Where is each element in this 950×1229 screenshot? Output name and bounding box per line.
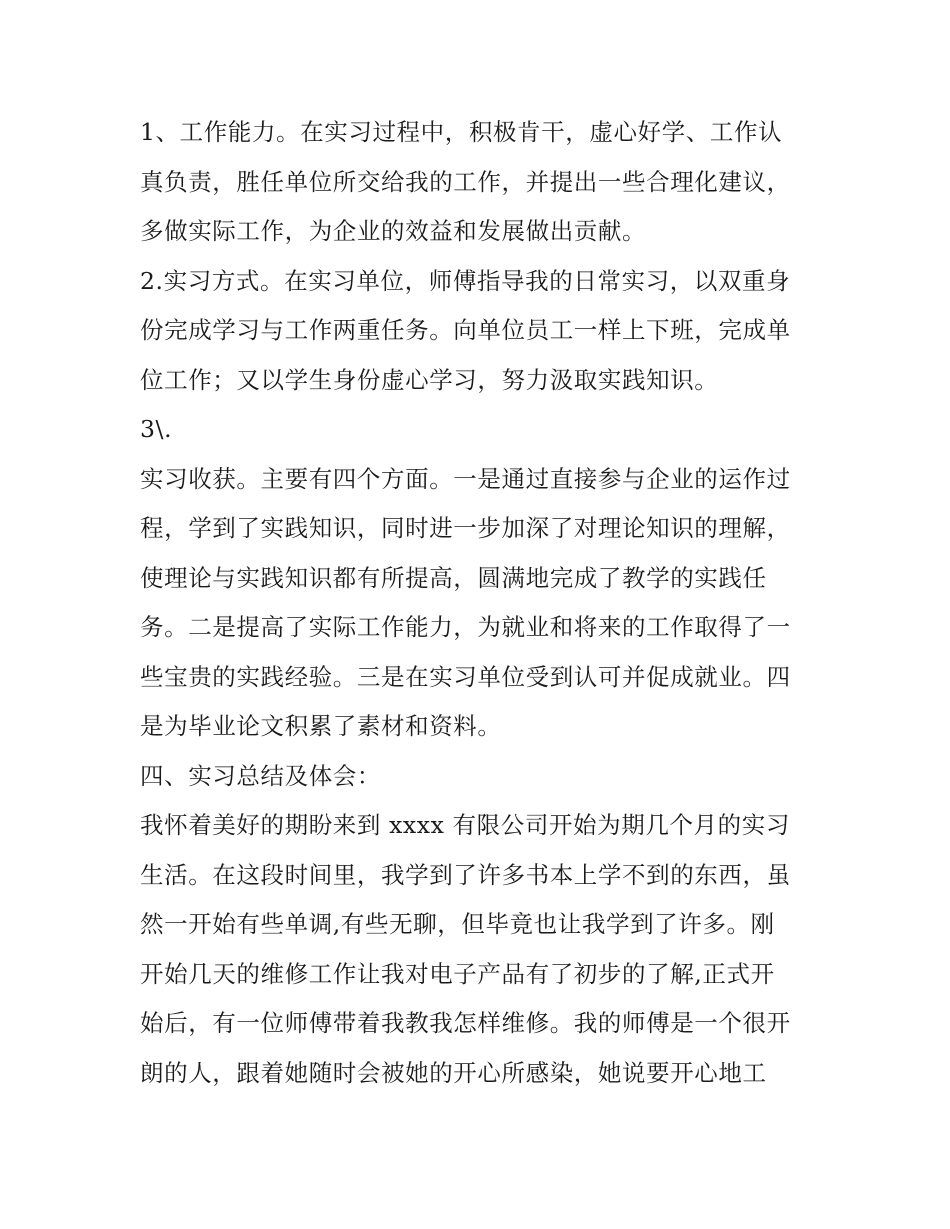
text-line: 位工作；又以学生身份虚心学习，努力汲取实践知识。 — [140, 365, 719, 394]
text-line: 程，学到了实践知识，同时进一步加深了对理论知识的理解， — [140, 514, 791, 542]
text-line: 3\. — [140, 415, 173, 443]
text-line: 我怀着美好的期盼来到 xxxx 有限公司开始为期几个月的实习 — [140, 811, 790, 839]
text-line: 多做实际工作，为企业的效益和发展做出贡献。 — [140, 217, 647, 245]
text-line: 然一开始有些单调,有些无聊，但毕竟也让我学到了许多。刚 — [140, 910, 775, 938]
text-line: 生活。在这段时间里，我学到了许多书本上学不到的东西，虽 — [140, 860, 791, 889]
text-line: 始后，有一位师傅带着我教我怎样维修。我的师傅是一个很开 — [140, 1009, 791, 1037]
text-line: 真负责，胜任单位所交给我的工作，并提出一些合理化建议， — [140, 167, 791, 196]
text-line: 实习收获。主要有四个方面。一是通过直接参与企业的运作过 — [140, 464, 791, 493]
text-line: 2.实习方式。在实习单位，师傅指导我的日常实习，以双重身 — [140, 266, 791, 295]
text-line: 开始几天的维修工作让我对电子产品有了初步的了解,正式开 — [140, 959, 775, 988]
text-line: 份完成学习与工作两重任务。向单位员工一样上下班，完成单 — [140, 316, 791, 344]
document-body — [140, 108, 820, 1098]
text-line: 使理论与实践知识都有所提高，圆满地完成了教学的实践任 — [140, 563, 767, 592]
text-line: 些宝贵的实践经验。三是在实习单位受到认可并促成就业。四 — [140, 662, 791, 691]
text-line: 1、工作能力。在实习过程中，积极肯干，虚心好学、工作认 — [140, 118, 783, 146]
text-line: 朗的人，跟着她随时会被她的开心所感染，她说要开心地工 — [140, 1058, 767, 1087]
text-line: 是为毕业论文积累了素材和资料。 — [140, 712, 502, 740]
text-line: 务。二是提高了实际工作能力，为就业和将来的工作取得了一 — [140, 613, 791, 641]
text-line: 四、实习总结及体会： — [140, 761, 381, 790]
